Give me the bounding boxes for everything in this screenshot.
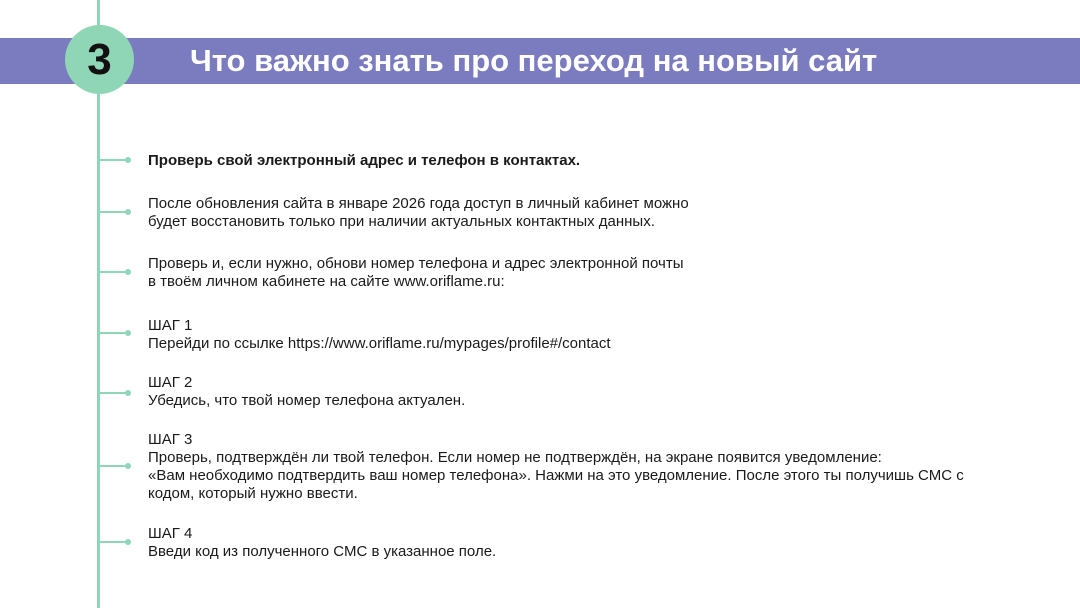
- step-3: [148, 431, 1048, 503]
- step-1: [148, 317, 1048, 353]
- step-4: [148, 525, 1048, 561]
- timeline-dot: [125, 157, 131, 163]
- timeline-connector: [99, 392, 128, 394]
- step-label: ШАГ 1: [148, 317, 193, 334]
- text-line: Проверь свой электронный адрес и телефон в контактах.: [148, 152, 581, 169]
- step-label: ШАГ 2: [148, 374, 193, 391]
- timeline-dot: [125, 209, 131, 215]
- text-line: После обновления сайта в январе 2026 года доступ в личный кабинет можно: [148, 195, 689, 212]
- timeline-connector: [99, 541, 128, 543]
- timeline-dot: [125, 539, 131, 545]
- step-text: Проверь, подтверждён ли твой телефон. Если номер не подтверждён, на экране появится уведомление:: [148, 449, 882, 466]
- timeline-connector: [99, 159, 128, 161]
- step-text: Введи код из полученного СМС в указанное поле.: [148, 543, 497, 560]
- timeline-dot: [125, 330, 131, 336]
- timeline-connector: [99, 332, 128, 334]
- step-number-badge: 3: [65, 25, 134, 94]
- step-text: «Вам необходимо подтвердить ваш номер телефона». Нажми на это уведомление. После этого ты получишь СМС с: [148, 467, 964, 484]
- timeline-dot: [125, 463, 131, 469]
- text-line: будет восстановить только при наличии актуальных контактных данных.: [148, 213, 655, 230]
- timeline-dot: [125, 269, 131, 275]
- step-2: [148, 374, 1048, 410]
- intro-heading: [148, 152, 1048, 170]
- page-title: Что важно знать про переход на новый сайт: [190, 43, 878, 78]
- check-instructions: [148, 255, 1048, 291]
- step-text: Перейди по ссылке https://www.oriflame.ru/mypages/profile#/contact: [148, 335, 611, 352]
- step-label: ШАГ 4: [148, 525, 193, 542]
- timeline-connector: [99, 211, 128, 213]
- timeline-dot: [125, 390, 131, 396]
- timeline-connector: [99, 465, 128, 467]
- intro-paragraph: [148, 195, 1048, 231]
- text-line: Проверь и, если нужно, обнови номер телефона и адрес электронной почты: [148, 255, 684, 272]
- timeline-connector: [99, 271, 128, 273]
- text-line: в твоём личном кабинете на сайте www.oriflame.ru:: [148, 273, 505, 290]
- step-label: ШАГ 3: [148, 431, 193, 448]
- step-text: кодом, который нужно ввести.: [148, 485, 358, 502]
- step-text: Убедись, что твой номер телефона актуален.: [148, 392, 466, 409]
